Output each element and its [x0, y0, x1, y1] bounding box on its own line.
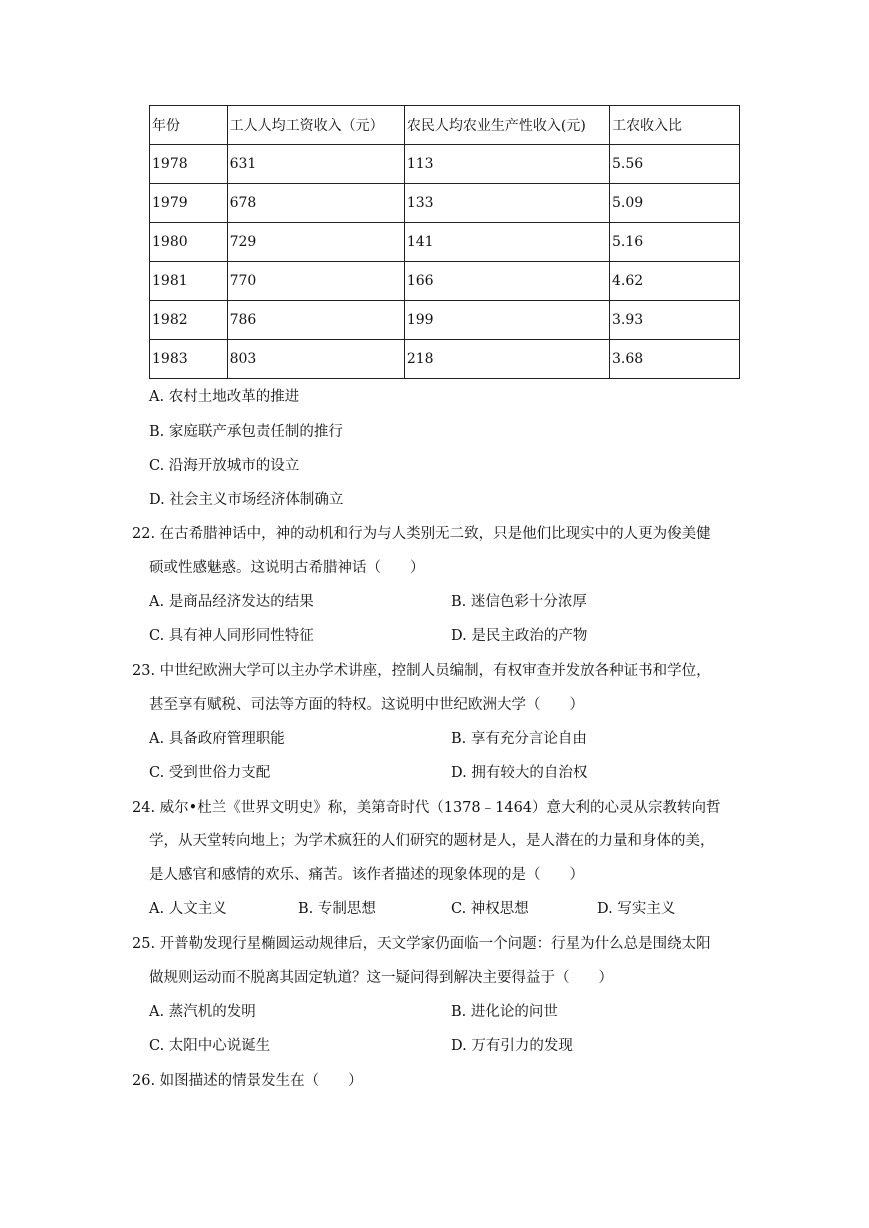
- table-header-cell: 工农收入比: [610, 106, 740, 145]
- table-cell: 199: [404, 301, 609, 340]
- table-cell: 133: [404, 184, 609, 223]
- q22-option-c: C. 具有神人同形同性特征: [149, 628, 314, 644]
- q25-stem-continued: 做规则运动而不脱离其固定轨道？这一疑问得到解决主要得益于（ ）: [149, 970, 613, 986]
- table-cell: 218: [404, 340, 609, 379]
- table-cell: 631: [227, 145, 404, 184]
- q25-stem: 25. 开普勒发现行星椭圆运动规律后，天文学家仍面临一个问题：行星为什么总是围绕太阳: [132, 936, 711, 952]
- q21-option-a: A. 农村土地改革的推进: [149, 389, 300, 405]
- table-cell: 1979: [150, 184, 228, 223]
- table-header-cell: 工人人均工资收入（元）: [227, 106, 404, 145]
- table-cell: 4.62: [610, 262, 740, 301]
- table-row: [150, 184, 740, 223]
- table-header-row: [150, 106, 740, 145]
- table-cell: 166: [404, 262, 609, 301]
- q21-option-c: C. 沿海开放城市的设立: [149, 458, 300, 474]
- table-cell: 729: [227, 223, 404, 262]
- q22-option-b: B. 迷信色彩十分浓厚: [451, 594, 587, 610]
- table-row: [150, 145, 740, 184]
- table-row: [150, 223, 740, 262]
- table-cell: 1981: [150, 262, 228, 301]
- table-row: [150, 262, 740, 301]
- q22-stem-continued: 硕或性感魅惑。这说明古希腊神话（ ）: [149, 560, 425, 576]
- q26-stem: 26. 如图描述的情景发生在（ ）: [132, 1073, 363, 1089]
- q25-option-b: B. 进化论的问世: [451, 1004, 558, 1020]
- q23-stem: 23. 中世纪欧洲大学可以主办学术讲座，控制人员编制，有权审查并发放各种证书和学位，: [132, 663, 711, 679]
- q24-option-c: C. 神权思想: [451, 901, 529, 917]
- table-cell: 5.16: [610, 223, 740, 262]
- q24-option-a: A. 人文主义: [149, 901, 227, 917]
- q24-option-d: D. 写实主义: [597, 901, 676, 917]
- q24-stem: 24. 威尔•杜兰《世界文明史》称，美第奇时代（1378﹣1464）意大利的心灵从宗教转向哲: [132, 800, 721, 816]
- q23-option-d: D. 拥有较大的自治权: [451, 765, 588, 781]
- table-cell: 141: [404, 223, 609, 262]
- q23-option-a: A. 具备政府管理职能: [149, 731, 285, 747]
- q23-stem-continued: 甚至享有赋税、司法等方面的特权。这说明中世纪欧洲大学（ ）: [149, 697, 584, 713]
- table-cell: 1978: [150, 145, 228, 184]
- q22-option-d: D. 是民主政治的产物: [451, 628, 588, 644]
- table-row: [150, 340, 740, 379]
- q25-option-a: A. 蒸汽机的发明: [149, 1004, 256, 1020]
- table-cell: 113: [404, 145, 609, 184]
- q21-option-d: D. 社会主义市场经济体制确立: [149, 492, 344, 508]
- table-cell: 5.56: [610, 145, 740, 184]
- table-cell: 5.09: [610, 184, 740, 223]
- income-table: [149, 105, 740, 379]
- table-cell: 770: [227, 262, 404, 301]
- q23-option-c: C. 受到世俗力支配: [149, 765, 271, 781]
- table-header-cell: 农民人均农业生产性收入(元): [404, 106, 609, 145]
- table-row: [150, 301, 740, 340]
- table-cell: 678: [227, 184, 404, 223]
- q24-stem-continued: 学，从天堂转向地上；为学术疯狂的人们研究的题材是人，是人潜在的力量和身体的美，: [149, 833, 715, 849]
- table-cell: 3.93: [610, 301, 740, 340]
- q24-stem-continued: 是人感官和感情的欢乐、痛苦。该作者描述的现象体现的是（ ）: [149, 867, 584, 883]
- q25-option-c: C. 太阳中心说诞生: [149, 1038, 271, 1054]
- table-cell: 786: [227, 301, 404, 340]
- table-cell: 1980: [150, 223, 228, 262]
- table-cell: 1982: [150, 301, 228, 340]
- table-cell: 803: [227, 340, 404, 379]
- q25-option-d: D. 万有引力的发现: [451, 1038, 573, 1054]
- q24-option-b: B. 专制思想: [298, 901, 376, 917]
- table-cell: 1983: [150, 340, 228, 379]
- table-header-cell: 年份: [150, 106, 228, 145]
- q23-option-b: B. 享有充分言论自由: [451, 731, 587, 747]
- table-cell: 3.68: [610, 340, 740, 379]
- q21-option-b: B. 家庭联产承包责任制的推行: [149, 424, 343, 440]
- q22-stem: 22. 在古希腊神话中，神的动机和行为与人类别无二致，只是他们比现实中的人更为俊美健: [132, 526, 711, 542]
- q22-option-a: A. 是商品经济发达的结果: [149, 594, 314, 610]
